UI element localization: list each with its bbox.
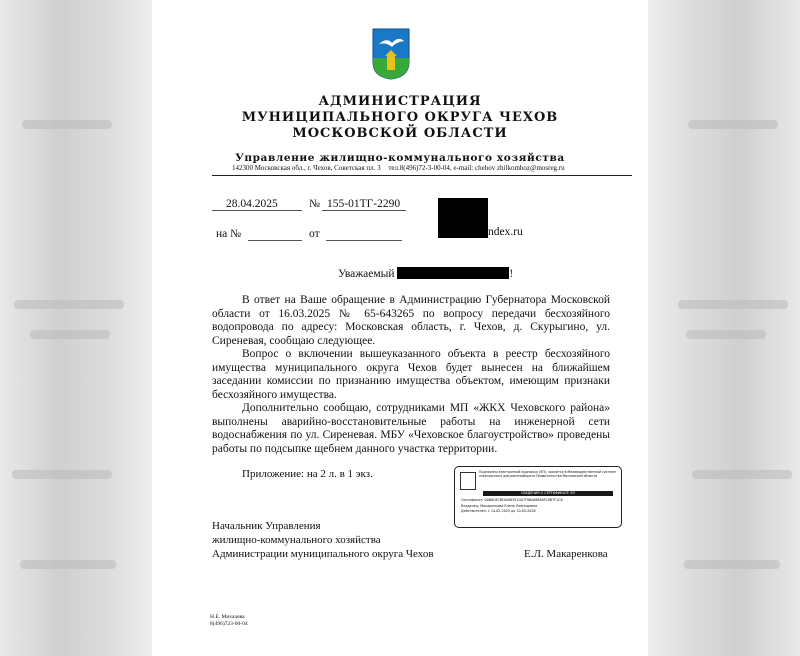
org-name-line2: МУНИЦИПАЛЬНОГО ОКРУГА ЧЕХОВ bbox=[241, 110, 559, 125]
stamp-validity: Действителен: с 14-02-2025 до 10-05-2026 bbox=[461, 509, 536, 513]
executor-phone: 8(496)723-00-04 bbox=[210, 621, 248, 627]
stamp-certificate: Сертификат: 00B8C8CBFA0963910A7F9BAB8FA6F29B7F1C8 bbox=[461, 498, 563, 502]
greeting-start: Уважаемый bbox=[338, 268, 395, 280]
executor-name: Н.Е. Михалева bbox=[210, 614, 245, 620]
org-name-line3: МОСКОВСКОЙ ОБЛАСТИ bbox=[292, 126, 508, 141]
stamp-text: Подписано электронной подписью (ЭП), хранится в Межведомственной системе электронного документооборота Правительства Московской области bbox=[479, 470, 616, 478]
date-underline bbox=[212, 210, 302, 211]
redacted-recipient-name bbox=[397, 267, 509, 279]
department-name: Управление жилищно-коммунального хозяйства bbox=[235, 152, 565, 164]
letter-body bbox=[212, 294, 610, 456]
stamp-title: СВЕДЕНИЯ О СЕРТИФИКАТЕ ЭП bbox=[483, 491, 613, 496]
paragraph-2: Вопрос о включении вышеуказанного объекта в реестр бесхозяйного имущества муниципального округа Чехов будет вынесен на ближайшем заседании комиссии по признанию имущества объектом, имеющим признаки бесхозяйного имущества. bbox=[212, 348, 610, 401]
reference-number-underline bbox=[248, 240, 302, 241]
header-divider bbox=[212, 175, 632, 176]
greeting bbox=[338, 267, 513, 280]
blurred-background-right bbox=[648, 0, 800, 656]
reference-date-label: от bbox=[309, 228, 320, 240]
signatory-title-line3: Администрации муниципального округа Чехов bbox=[212, 548, 434, 560]
coat-of-arms-icon bbox=[372, 28, 410, 80]
stamp-owner: Владелец: Макаренкова Елена Леонидовна bbox=[461, 503, 538, 508]
blurred-background-left bbox=[0, 0, 152, 656]
stamp-emblem-icon bbox=[460, 472, 476, 490]
electronic-signature-stamp bbox=[454, 466, 622, 528]
paragraph-1: В ответ на Ваше обращение в Администрацию Губернатора Московской области от 16.03.2025 № 65-643265 по вопросу передачи бесхозяйного водопровода по адресу: Московская область, г. Чехов, д. Скурыгино, ул. Сиреневая, сообщаю следующее. bbox=[212, 294, 610, 347]
number-underline bbox=[322, 210, 406, 211]
redacted-recipient-address bbox=[438, 198, 488, 238]
attachment-note: Приложение: на 2 л. в 1 экз. bbox=[242, 468, 373, 480]
department-address: 142300 Московская обл., г. Чехов, Советская пл. 3 bbox=[232, 164, 381, 172]
number-sign: № bbox=[309, 198, 320, 210]
reference-date-underline bbox=[326, 240, 402, 241]
signatory-title-line2: жилищно-коммунального хозяйства bbox=[212, 534, 381, 546]
letter-page bbox=[152, 0, 648, 656]
org-name-line1: АДМИНИСТРАЦИЯ bbox=[318, 94, 482, 109]
department-contacts bbox=[232, 164, 571, 172]
greeting-end: ! bbox=[509, 268, 514, 280]
outgoing-number: 155-01ТГ-2290 bbox=[327, 198, 401, 210]
reference-number-label: на № bbox=[216, 228, 242, 240]
paragraph-3: Дополнительно сообщаю, сотрудниками МП «ЖКХ Чеховского района» выполнены аварийно-восстановительные работы на инженерной сети водоснабжения по ул. Сиреневая. МБУ «Чеховское благоустройство» проведены работы по подсыпке щебнем данного участка территории. bbox=[212, 402, 610, 455]
outgoing-date: 28.04.2025 bbox=[226, 198, 278, 210]
signatory-title-line1: Начальник Управления bbox=[212, 520, 321, 532]
signatory-name: Е.Л. Макаренкова bbox=[524, 548, 608, 560]
recipient-email-tail: ndex.ru bbox=[488, 226, 523, 238]
department-phone-email: тел.8(496)72-3-00-04, e-mail: chehov zhilkomhoz@mosreg.ru bbox=[388, 164, 565, 172]
